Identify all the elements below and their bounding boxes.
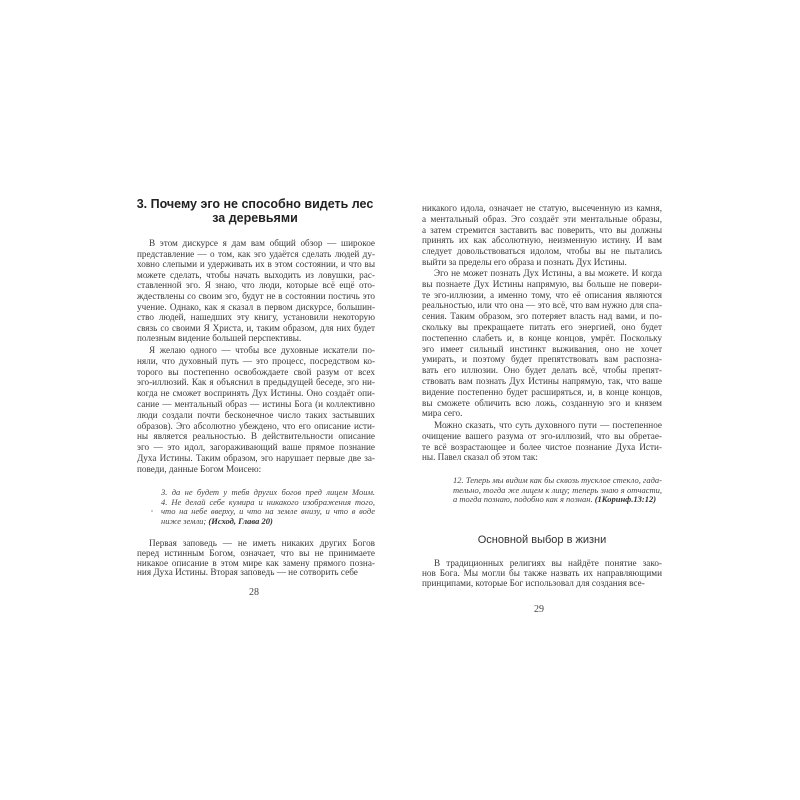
text-line: ствовать вам познать Дух Истины напрямую, так, что ваше [422, 375, 662, 386]
paragraph [137, 238, 375, 344]
text-line: а затем стремится заставить вас поверить, что вы должны [422, 224, 662, 235]
text-line: а тогда познаю, подобно как я познан. (1Коринф.13:12) [453, 494, 657, 505]
text-line: тельно, тогда же лицем к лицу; теперь знаю я отчасти, [453, 484, 662, 495]
text-line: выйти за пределы его образа и познать Дух Истины. [422, 256, 627, 267]
scripture-quote [161, 488, 375, 527]
text-line: умирать, и поэтому будет препятствовать вам распозна- [422, 354, 662, 365]
text-line: перед истинным Богом, означает, что вы не принимаете [137, 547, 375, 558]
text-line: Можно сказать, что суть духовного пути — постепенное [434, 420, 662, 430]
text-line: эго-иллюзий. Как я объяснил в предыдущей беседе, эго ни- [137, 377, 375, 388]
text-line: няли, что духовный путь — это процесс, посредством ко- [137, 355, 375, 366]
text-line: постепенно слабеть и, в конце концов, умрёт. Поскольку [422, 332, 662, 343]
text-line: полезным видение большей перспективы. [137, 333, 302, 344]
text-line: а ментальный образ. Эго создаёт эти ментальные образы, [422, 213, 662, 224]
text-line: мира сего. [422, 408, 463, 419]
text-line: Духа Истины. Таким образом, эго нарушает первые две за- [137, 452, 375, 463]
text-line: сание — ментальный образ — истины Бога (и коллективно [137, 398, 375, 409]
section-heading: Основной выбор в жизни [477, 534, 607, 546]
text-line: очищение вашего разума от эго-иллюзий, что вы обретае- [422, 430, 662, 441]
text-line: когда не сможет воспринять Дух Истины. Оно создаёт опи- [137, 388, 375, 399]
text-line: ство людей, нашедших эту книгу, установили некоторую [137, 312, 375, 323]
text-line: эго — это идол, загораживающий ваше прямое познание [137, 442, 375, 453]
text-line: Я желаю одного — чтобы все духовные искатели по- [149, 345, 375, 355]
text-line: представление — о том, как эго удаётся сделать людей ду- [137, 248, 375, 259]
text-line: Эго не может познать Дух Истины, а вы можете. И когда [434, 268, 662, 278]
right-page [400, 0, 800, 800]
paragraph [422, 420, 662, 463]
text-line: можете сделать, чтобы начать выходить из ловушки, рас- [137, 269, 375, 280]
chapter-title [130, 197, 380, 225]
text-line: В традиционных религиях вы найдёте понятие зако- [434, 558, 662, 568]
text-line: те всё возрастающее и более чистое познание Духа Исти- [422, 441, 662, 452]
text-line: вы сможете обличить всю ложь, созданную эго и князем [422, 397, 662, 408]
text-line: ниже земли; (Исход, Глава 20) [161, 516, 273, 527]
text-line: видение постепенно будет расширяться, и, в конце концов, [422, 386, 662, 397]
text-line: Первая заповедь — не иметь никаких других Богов [149, 538, 375, 548]
text-line: ждествлены со своим эго, будут не в состоянии постичь это [137, 290, 375, 301]
text-line: ния Духа Истины. Вторая заповедь — не сотворить себе [137, 567, 358, 578]
text-line: принять их как абсолютную, неизменную истину. И вам [422, 235, 662, 246]
text-line: реальностью, или что она — это всё, что вам нужно для спа- [422, 300, 662, 311]
text-line: ставленной эго. Я знаю, что люди, которые всё ещё ото- [137, 280, 375, 291]
page-number: 29 [534, 604, 544, 615]
quote-reference: (Исход, Глава 20) [208, 516, 273, 527]
text-line: поведи, данные Богом Моисею: [137, 463, 262, 474]
text-line: нов Бога. Мы могли бы также назвать их направляющими [422, 568, 662, 578]
scan-speck [151, 510, 153, 512]
text-line: ны. Павел сказал об этом так: [422, 452, 538, 463]
text-line: 3. да не будет у тебя других богов пред лицем Моим. [161, 487, 375, 497]
text-line: связь со своими Я Христа, и, таким образом, для них будет [137, 322, 375, 333]
chapter-title-line: 3. Почему эго не способно видеть лес [136, 197, 374, 211]
text-line: принципами, которые Бог использовал для создания все- [422, 578, 645, 588]
text-line: ховно слепыми и удерживать их в этом состоянии, и что вы [137, 259, 375, 270]
text-line: ны является реальностью. В действительности описание [137, 431, 375, 442]
text-line: вать его иллюзии. Оно будет делать всё, чтобы препят- [422, 365, 662, 376]
text-line: торого вы постепенно освобождаете свой разум от всех [137, 366, 375, 377]
paragraph [422, 203, 662, 268]
text-line: образов). Эго абсолютно убеждено, что его описание исти- [137, 420, 375, 431]
text-line: учение. Однако, как я сказал в первом дискурсе, большин- [137, 301, 375, 312]
text-line: 4. Не делай себе кумира и никакого изображения того, [161, 496, 375, 507]
paragraph [137, 539, 375, 578]
quote-reference: (1Коринф.13:12) [594, 494, 657, 505]
page-number: 28 [249, 587, 259, 598]
text-line: вы познаете Дух Истины напрямую, вы больше не повери- [422, 278, 662, 289]
paragraph [137, 345, 375, 475]
paragraph [422, 268, 662, 419]
text-line: сения. Таким образом, эго потеряет власть над вами, и по- [422, 311, 662, 322]
text-line: никакое описание в этом мире как замену прямого позна- [137, 557, 375, 568]
text-line: В этом дискурсе я дам вам общий обзор — широкое [149, 238, 375, 248]
text-line: следует довольствоваться идолом, чтобы вы не пытались [422, 246, 662, 257]
text-line: эго имеет сильный инстинкт выживания, оно не хочет [422, 343, 662, 354]
text-line: те эго-иллюзии, а именно тому, что её описания являются [422, 289, 662, 300]
text-line: никакого идола, означает не статую, высеченную из камня, [422, 203, 662, 213]
text-line: скольку вы прекращаете питать его энергией, оно будет [422, 321, 662, 332]
chapter-title-line: за деревьями [212, 211, 298, 225]
scripture-quote [453, 476, 662, 505]
text-line: люди создали почти бесконечное число таких застывших [137, 409, 375, 420]
paragraph [422, 558, 662, 588]
text-line: 12. Теперь мы видим как бы сквозь тусклое стекло, гада- [453, 475, 662, 485]
text-line: что на небе вверху, и что на земле внизу, и что в воде [161, 506, 375, 517]
